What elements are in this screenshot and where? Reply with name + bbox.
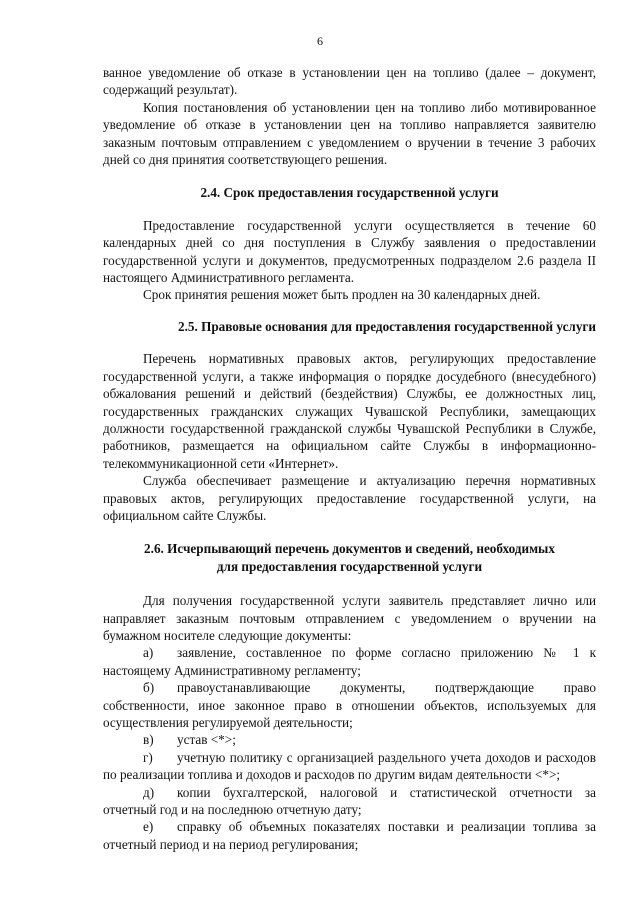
- section-heading-2-6-line2: для предоставления государственной услуги: [216, 558, 483, 574]
- list-marker: д): [143, 784, 155, 800]
- paragraph-legal-acts: Перечень нормативных правовых актов, регулирующих предоставление государственной услуги, а также информация о порядке досудебного (внесудебного) обжалования решений и действий (бездействия) Службы, ее должностных лиц, государственных гражданских служащих Чувашской Республики, замещающих должности государственной гражданской службы Чувашской Республики в Службе, работников, размещается на официальном сайте Службы в информационно-телекоммуникационной сети «Интернет».: [103, 351, 596, 471]
- documents-list: [103, 644, 596, 853]
- list-item: [103, 679, 596, 731]
- paragraph-documents-intro: Для получения государственной услуги заявитель представляет лично или направляет заказным почтовым отправлением с уведомлением о вручении на бумажном носителе следующие документы:: [103, 593, 596, 643]
- list-marker: а): [143, 645, 154, 661]
- document-body: [103, 64, 596, 853]
- section-heading-2-6: [103, 540, 596, 575]
- list-marker: е): [143, 819, 154, 835]
- list-marker: в): [143, 732, 154, 748]
- list-marker: б): [143, 680, 155, 696]
- section-heading-2-6-line1: 2.6. Исчерпывающий перечень документов и сведений, необходимых: [144, 541, 555, 557]
- list-item: [103, 818, 596, 853]
- list-item: [103, 731, 596, 748]
- list-item-text: устав <*>;: [177, 732, 236, 748]
- list-item-text: справку об объемных показателях поставки и реализации топлива за отчетный период и на период регулирования;: [103, 819, 596, 852]
- list-item-text: копии бухгалтерской, налоговой и статистической отчетности за отчетный год и на последнюю отчетную дату;: [103, 784, 596, 818]
- section-heading-2-5: 2.5. Правовые основания для предоставления государственной услуги: [178, 318, 596, 334]
- list-item-text: заявление, составленное по форме согласно приложению № 1 к настоящему Административному регламенту;: [103, 645, 596, 678]
- list-item: [103, 784, 596, 819]
- section-heading-2-4: 2.4. Срок предоставления государственной услуги: [200, 185, 499, 201]
- paragraph-publication: Служба обеспечивает размещение и актуализацию перечня нормативных правовых актов, регулирующих предоставление государственной услуги, на официальном сайте Службы.: [103, 473, 596, 523]
- paragraph-service-term: Предоставление государственной услуги осуществляется в течение 60 календарных дней со дня поступления в Службу заявления о предоставлении государственной услуги и документов, предусмотренных подразделом 2.6 раздела II настоящего Административного регламента.: [103, 217, 596, 286]
- list-item: [103, 749, 596, 784]
- list-item: [103, 644, 596, 679]
- list-marker: г): [143, 749, 153, 765]
- paragraph-copy-notice: Копия постановления об установлении цен на топливо либо мотивированное уведомление об отказе в установлении цен на топливо направляется заявителю заказным почтовым отправлением с уведомлением о вручении в течение 3 рабочих дней со дня принятия соответствующего решения.: [103, 99, 596, 168]
- paragraph-continuation: ванное уведомление об отказе в установлении цен на топливо (далее – документ, содержащий результат).: [103, 65, 596, 98]
- list-item-text: правоустанавливающие документы, подтверждающие право собственности, иное законное право в отношении объектов, используемых для осуществления регулируемой деятельности;: [103, 680, 596, 730]
- list-item-text: учетную политику с организацией раздельного учета доходов и расходов по реализации топлива и доходов и расходов по другим видам деятельности <*>;: [103, 749, 596, 783]
- page-number: 6: [317, 34, 323, 48]
- paragraph-extension: Срок принятия решения может быть продлен на 30 календарных дней.: [143, 287, 541, 303]
